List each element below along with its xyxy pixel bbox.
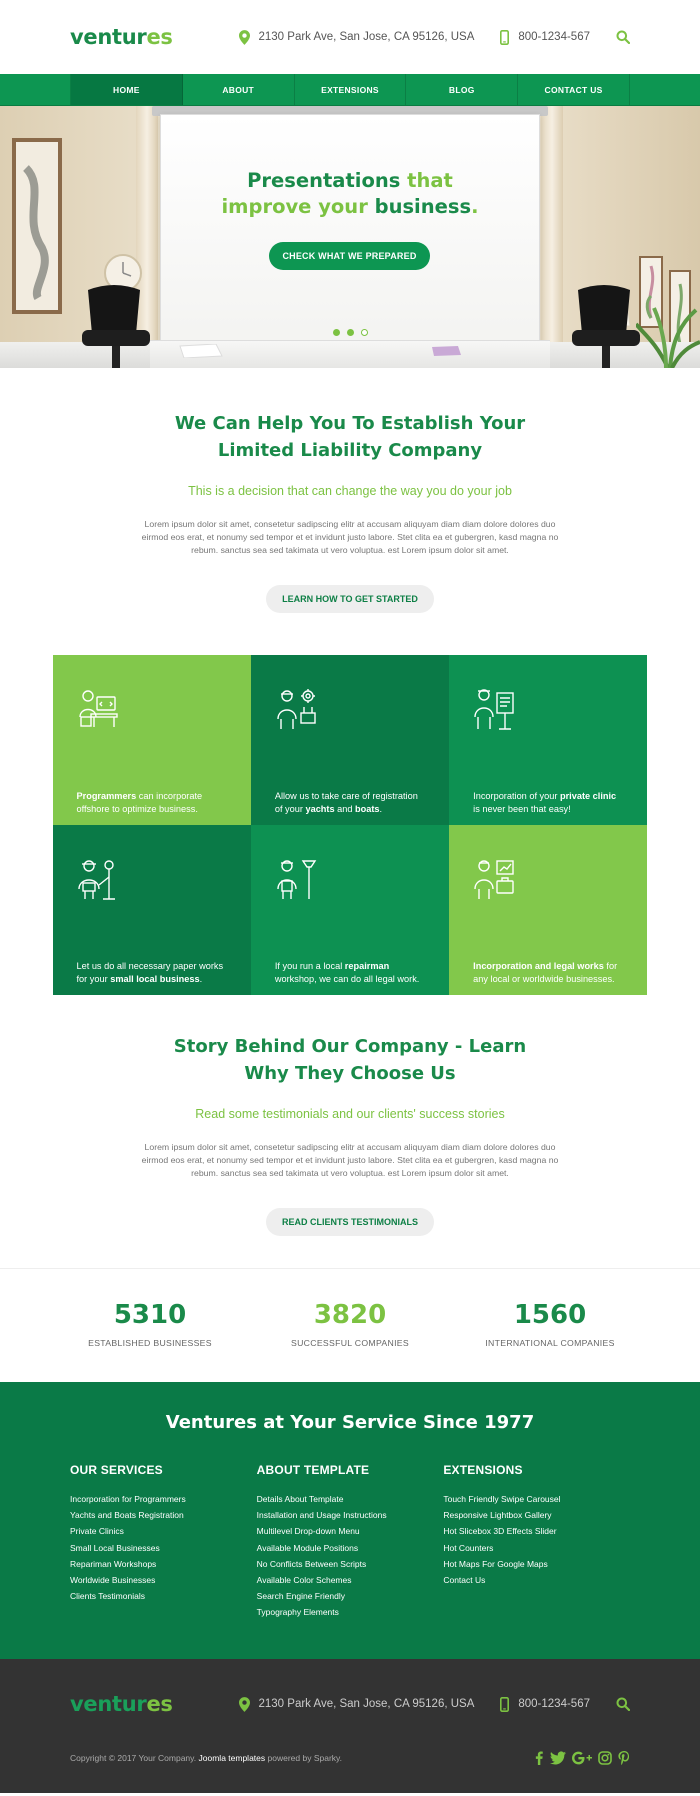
services-grid (53, 655, 648, 995)
stat-value: 5310 (113, 1300, 187, 1330)
tile-text-bold: private clinic (559, 791, 617, 801)
nav-item-contact[interactable]: CONTACT US (518, 74, 630, 105)
testimonials-button[interactable]: READ CLIENTS TESTIMONIALS (266, 1208, 434, 1236)
search-button[interactable] (616, 1697, 630, 1711)
clerk-icon (77, 855, 121, 903)
footer-link[interactable]: Small Local Businesses (70, 1542, 160, 1553)
service-tile[interactable] (53, 825, 251, 995)
tile-text-part: for any local or worldwide businesses. (473, 961, 618, 984)
social-links (534, 1751, 630, 1765)
footer-column-heading: ABOUT TEMPLATE (256, 1463, 370, 1477)
tile-text-part: and (334, 804, 356, 814)
hero-title (160, 168, 540, 220)
search-icon (616, 1697, 630, 1711)
tile-text-part: Allow us to take care of registration of your (274, 791, 418, 814)
twitter-icon (550, 1751, 566, 1765)
tile-text-bold: yachts (305, 804, 335, 814)
service-tile[interactable] (251, 825, 449, 995)
address-item (239, 1697, 475, 1712)
repairman-icon (275, 855, 319, 903)
search-button[interactable] (616, 30, 630, 44)
hero-title-part: business (374, 195, 472, 218)
stat-value: 3820 (313, 1300, 387, 1330)
map-pin-icon (239, 30, 250, 45)
footer-link[interactable]: Available Color Schemes (256, 1575, 352, 1586)
help-section (0, 410, 700, 613)
section-title-line: Limited Liability Company (217, 440, 483, 461)
service-tile-text (77, 960, 227, 986)
copyright-part: powered by Sparky. (267, 1753, 343, 1763)
hero-title-part: Presentations (247, 169, 401, 192)
stat-label: ESTABLISHED BUSINESSES (88, 1338, 212, 1348)
footer-link[interactable]: Responsive Lightbox Gallery (443, 1510, 552, 1521)
google-plus-icon (572, 1751, 592, 1765)
address-text: 2130 Park Ave, San Jose, CA 95126, USA (258, 31, 475, 43)
engineer-icon (275, 685, 319, 733)
section-title-line: Story Behind Our Company - Learn (173, 1036, 527, 1057)
search-icon (616, 30, 630, 44)
tile-text-part: workshop, we can do all legal work. (274, 974, 420, 984)
footer-link[interactable]: Incorporation for Programmers (70, 1494, 186, 1504)
table-folder-icon (430, 346, 462, 356)
footer-link[interactable]: Hot Counters (443, 1542, 494, 1553)
instagram-link[interactable] (598, 1751, 612, 1765)
footer-link[interactable]: Contact Us (443, 1575, 486, 1586)
phone-item[interactable] (500, 1697, 590, 1712)
story-section (0, 1033, 700, 1236)
nav-item-extensions[interactable]: EXTENSIONS (295, 74, 407, 105)
footer-link[interactable]: Hot Maps For Google Maps (443, 1558, 548, 1569)
phone-icon (500, 30, 509, 45)
section-title (120, 1033, 580, 1087)
footer-title: Ventures at Your Service Since 1977 (165, 1412, 535, 1433)
stats-counters (0, 1268, 700, 1382)
logo-accent: es (146, 1692, 173, 1716)
nav-item-home[interactable]: HOME (71, 74, 183, 105)
service-tile-text (473, 790, 623, 816)
joomla-templates-link[interactable]: Joomla templates (198, 1753, 266, 1763)
phone-item[interactable] (500, 30, 590, 45)
footer-link[interactable]: Multilevel Drop-down Menu (256, 1526, 360, 1537)
tile-text-bold: Programmers (76, 791, 137, 801)
section-title-line: Why They Choose Us (244, 1063, 456, 1084)
stat-item (450, 1301, 650, 1382)
footer-column-extensions (443, 1463, 630, 1621)
slider-dots (0, 329, 700, 336)
section-subtitle: This is a decision that can change the way you do your job (188, 484, 512, 498)
tile-text-bold: repairman (344, 961, 390, 971)
stat-item (250, 1301, 450, 1382)
footer-link[interactable]: Touch Friendly Swipe Carousel (443, 1494, 561, 1504)
phone-text: 800-1234-567 (518, 31, 590, 43)
section-subtitle: Read some testimonials and our clients' success stories (195, 1107, 505, 1121)
hero-slider (0, 106, 700, 368)
doctor-icon (473, 685, 517, 733)
footer-link[interactable]: Installation and Usage Instructions (256, 1510, 387, 1521)
businessman-icon (473, 855, 517, 903)
tile-text-bold: Incorporation and legal works (473, 961, 604, 971)
hero-cta-button[interactable]: CHECK WHAT WE PREPARED (269, 242, 430, 270)
slider-dot[interactable] (361, 329, 368, 336)
tile-text-part: can incorporate offshore to optimize business. (76, 791, 203, 814)
service-tile[interactable] (251, 655, 449, 825)
footer-links-section (0, 1382, 700, 1659)
stat-item (50, 1301, 250, 1382)
logo[interactable] (70, 25, 173, 49)
tile-text-part: is never been that easy! (473, 804, 571, 814)
section-title-line: We Can Help You To Establish Your (174, 413, 526, 434)
tile-text-part: Incorporation of your (473, 791, 560, 801)
nav-item-about[interactable]: ABOUT (183, 74, 295, 105)
office-chair-icon (74, 284, 158, 368)
map-pin-icon (239, 1697, 250, 1712)
get-started-button[interactable]: LEARN HOW TO GET STARTED (266, 585, 434, 613)
hero-title-part: improve your (221, 195, 368, 218)
tile-text-part: . (379, 804, 383, 814)
google-plus-link[interactable] (572, 1751, 592, 1765)
table-papers-icon (176, 344, 224, 358)
section-body: Lorem ipsum dolor sit amet, consetetur sadipscing elitr at accusam aliquyam diam diam dolore dolores duo eirmod eos erat, et nonumy sed tempor et et invidunt justo labore. Stet clita ea et gubergren, kasd magna no rebum. sanctus sea sed takimata ut vero voluptua. est Lorem ipsum dolor sit amet. (141, 519, 559, 555)
footer-link[interactable]: Hot Slicebox 3D Effects Slider (443, 1526, 557, 1537)
service-tile-text (275, 960, 425, 986)
footer-link[interactable]: Private Clinics (70, 1526, 124, 1537)
service-tile-text (473, 960, 623, 986)
service-tile-text (77, 790, 227, 816)
section-body: Lorem ipsum dolor sit amet, consetetur sadipscing elitr at accusam aliquyam diam diam dolore dolores duo eirmod eos erat, et nonumy sed tempor et et invidunt justo labore. Stet clita ea et gubergren, kasd magna no rebum. sanctus sea sed takimata ut vero voluptua. est Lorem ipsum dolor sit amet. (141, 1142, 559, 1178)
main-nav (0, 74, 700, 106)
projection-screen (160, 114, 540, 352)
programmer-icon (77, 685, 121, 733)
footer-link[interactable]: Typography Elements (256, 1607, 339, 1618)
logo-text: ventur (70, 25, 147, 49)
stat-label: INTERNATIONAL COMPANIES (485, 1338, 615, 1348)
pinterest-icon (618, 1751, 630, 1765)
bottom-footer (0, 1659, 700, 1793)
copyright-part: Copyright © 2017 Your Company. (70, 1753, 197, 1763)
logo-text: ventur (70, 1692, 147, 1716)
phone-text: 800-1234-567 (518, 1698, 590, 1710)
footer-link[interactable]: No Conflicts Between Scripts (256, 1558, 367, 1569)
hero-title-part: . (471, 195, 479, 218)
wall-painting-icon (12, 138, 62, 314)
footer-column-heading: EXTENSIONS (443, 1463, 523, 1477)
address-item (239, 30, 475, 45)
tile-text-part: If you run a local (274, 961, 345, 971)
facebook-icon (534, 1751, 544, 1765)
stat-value: 1560 (513, 1300, 587, 1330)
phone-icon (500, 1697, 509, 1712)
service-tile[interactable] (449, 655, 647, 825)
footer-link[interactable]: Clients Testimonials (70, 1591, 145, 1602)
slider-dot[interactable] (333, 329, 340, 336)
footer-link[interactable]: Yachts and Boats Registration (70, 1510, 184, 1521)
tile-text-bold: small local business (110, 974, 200, 984)
instagram-icon (598, 1751, 612, 1765)
tile-text-part: Let us do all necessary paper works for your (76, 961, 224, 984)
tile-text-bold: boats (355, 804, 380, 814)
hero-title-part: that (407, 169, 453, 192)
slider-dot[interactable] (347, 329, 354, 336)
service-tile[interactable] (449, 825, 647, 995)
footer-link[interactable]: Repariman Workshops (70, 1558, 157, 1569)
footer-column-about (257, 1463, 444, 1621)
address-text: 2130 Park Ave, San Jose, CA 95126, USA (258, 1698, 475, 1710)
stat-label: SUCCESSFUL COMPANIES (291, 1338, 409, 1348)
service-tile-text (275, 790, 425, 816)
footer-logo[interactable] (70, 1692, 173, 1716)
logo-accent: es (146, 25, 173, 49)
copyright-text (70, 1753, 342, 1763)
twitter-link[interactable] (550, 1751, 566, 1765)
footer-link[interactable]: Worldwide Businesses (70, 1575, 156, 1586)
tile-text-part: . (199, 974, 203, 984)
service-tile[interactable] (53, 655, 251, 825)
footer-column-heading: OUR SERVICES (70, 1463, 163, 1477)
footer-column-services (70, 1463, 257, 1621)
pinterest-link[interactable] (618, 1751, 630, 1765)
site-header (0, 0, 700, 74)
facebook-link[interactable] (534, 1751, 544, 1765)
footer-link[interactable]: Available Module Positions (256, 1542, 359, 1553)
footer-link[interactable]: Search Engine Friendly (256, 1591, 346, 1602)
section-title (120, 410, 580, 464)
nav-item-blog[interactable]: BLOG (406, 74, 518, 105)
footer-link[interactable]: Details About Template (256, 1494, 344, 1504)
